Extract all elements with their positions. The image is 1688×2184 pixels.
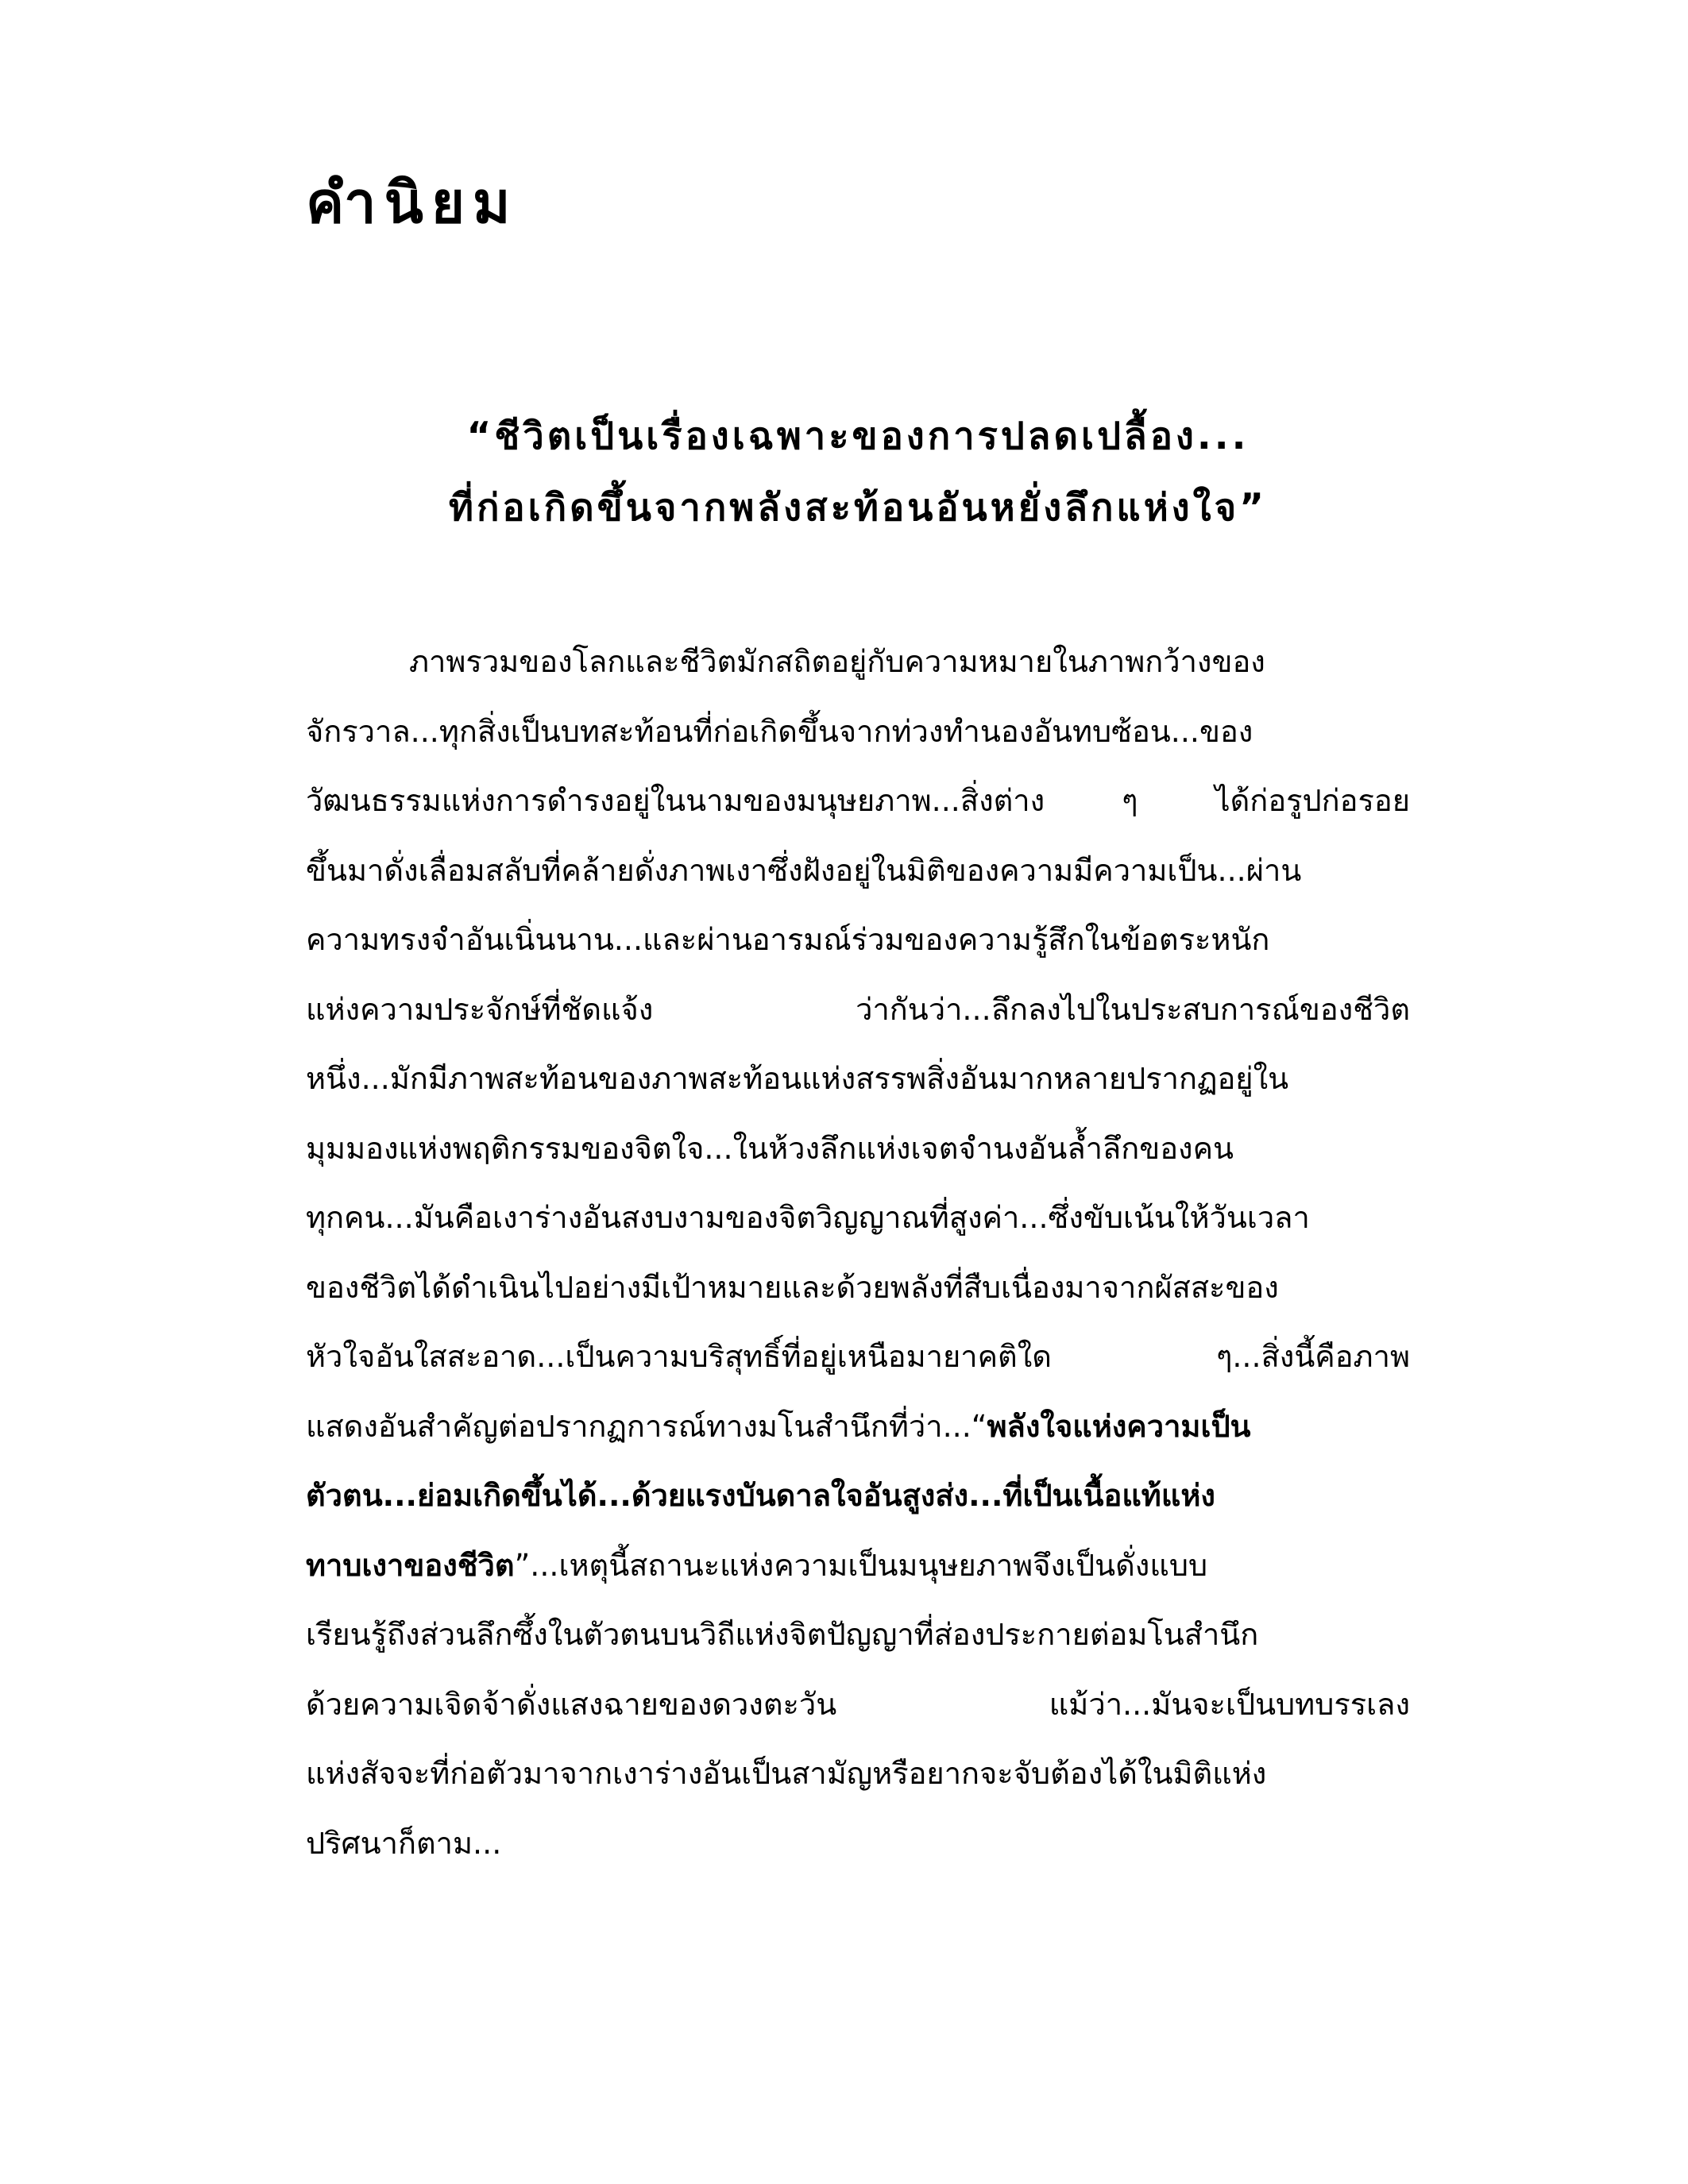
- epigraph-quote: [238, 401, 1477, 544]
- body-line-emphasis: [306, 1461, 1410, 1531]
- body-line: เรียนรู้ถึงส่วนลึกซึ้งในตัวตนบนวิถีแห่งจิตปัญญาที่ส่องประกายต่อมโนสำนึก: [306, 1617, 1259, 1652]
- emphasis-text: พลังใจแห่งความเป็น: [987, 1408, 1251, 1444]
- body-line: มุมมองแห่งพฤติกรรมของจิตใจ...ในห้วงลึกแห่งเจตจำนงอันล้ำลึกของคน: [306, 1130, 1234, 1166]
- quote-line-2: ที่ก่อเกิดขึ้นจากพลังสะท้อนอันหยั่งลึกแห่งใจ”: [448, 486, 1268, 530]
- body-line: แห่งความประจักษ์ที่ชัดแจ้ง ว่ากันว่า...ลึกลงไปในประสบการณ์ของชีวิต: [306, 991, 1410, 1027]
- body-line: หนึ่ง...มักมีภาพสะท้อนของภาพสะท้อนแห่งสรรพสิ่งอันมากหลายปรากฏอยู่ใน: [306, 1061, 1289, 1096]
- body-line: ความทรงจำอันเนิ่นนาน...และผ่านอารมณ์ร่วมของความรู้สึกในข้อตระหนัก: [306, 922, 1270, 957]
- body-line-mixed: [306, 1392, 1410, 1462]
- quote-line-1: “ชีวิตเป็นเรื่องเฉพาะของการปลดเปลื้อง...: [466, 415, 1250, 458]
- body-line: ด้วยความเจิดจ้าดั่งแสงฉายของดวงตะวัน แม้ว่า...มันจะเป็นบทบรรเลง: [306, 1686, 1410, 1722]
- body-line-last: ปริศนาก็ตาม...: [306, 1825, 502, 1861]
- emphasis-text: ตัวตน...ย่อมเกิดขึ้นได้...ด้วยแรงบันดาลใจอันสูงส่ง...ที่เป็นเนื้อแท้แห่ง: [306, 1478, 1215, 1513]
- emphasis-text: ทาบเงาของชีวิต: [306, 1547, 515, 1583]
- body-line: ขึ้นมาดั่งเลื่อมสลับที่คล้ายดั่งภาพเงาซึ่งฝังอยู่ในมิติของความมีความเป็น...ผ่าน: [306, 852, 1302, 888]
- body-line: ทุกคน...มันคือเงาร่างอันสงบงามของจิตวิญญาณที่สูงค่า...ซึ่งขับเน้นให้วันเวลา: [306, 1200, 1310, 1235]
- body-line: ของชีวิตได้ดำเนินไปอย่างมีเป้าหมายและด้วยพลังที่สืบเนื่องมาจากผัสสะของ: [306, 1269, 1279, 1305]
- body-line: จักรวาล...ทุกสิ่งเป็นบทสะท้อนที่ก่อเกิดขึ้นจากท่วงทำนองอันทบซ้อน...ของ: [306, 713, 1253, 749]
- body-line: หัวใจอันใสสะอาด...เป็นความบริสุทธิ์ที่อยู่เหนือมายาคติใด ๆ...สิ่งนี้คือภาพ: [306, 1339, 1410, 1374]
- body-line: ภาพรวมของโลกและชีวิตมักสถิตอยู่กับความหมายในภาพกว้างของ: [409, 644, 1265, 679]
- page-title: คำนิยม: [306, 169, 519, 236]
- body-line-mixed: [306, 1531, 1410, 1601]
- body-text-plain: แสดงอันสำคัญต่อปรากฏการณ์ทางมโนสำนึกที่ว่า...“: [306, 1408, 987, 1444]
- body-text-plain: ”...เหตุนี้สถานะแห่งความเป็นมนุษยภาพจึงเป็นดั่งแบบ: [514, 1547, 1208, 1583]
- body-line: วัฒนธรรมแห่งการดำรงอยู่ในนามของมนุษยภาพ...สิ่งต่าง ๆ ได้ก่อรูปก่อรอย: [306, 783, 1410, 818]
- body-paragraph: [306, 627, 1410, 1878]
- body-line: แห่งสัจจะที่ก่อตัวมาจากเงาร่างอันเป็นสามัญหรือยากจะจับต้องได้ในมิติแห่ง: [306, 1756, 1267, 1791]
